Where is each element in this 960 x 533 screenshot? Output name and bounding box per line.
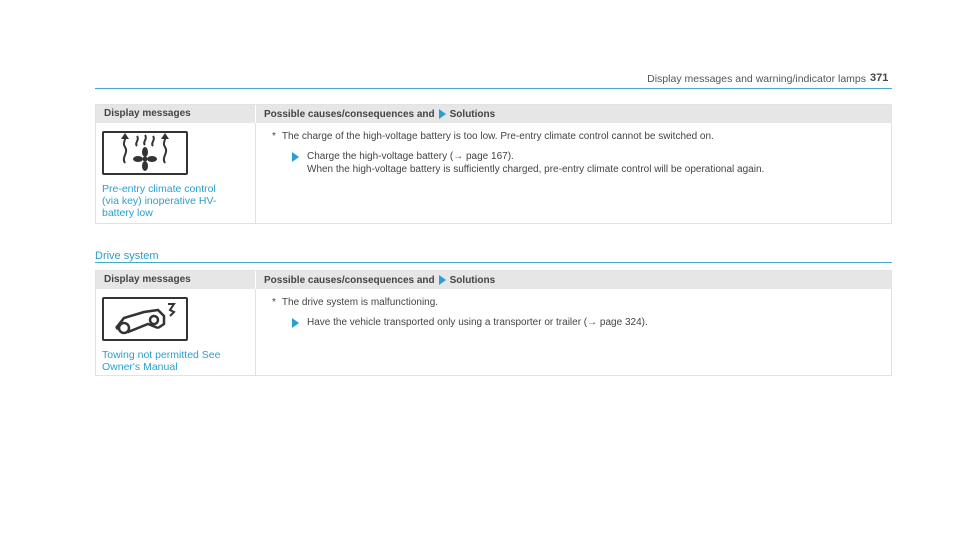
solution-text <box>307 150 764 176</box>
col-header-causes <box>256 271 891 289</box>
solution-line2: When the high-voltage battery is sufficiently charged, pre-entry climate control will be operational again. <box>307 164 765 175</box>
causes-cell <box>256 289 891 375</box>
solution-arrow-icon <box>439 109 446 119</box>
col-header-causes <box>256 105 891 123</box>
message-table-climate <box>95 104 892 224</box>
tow-car-icon <box>102 297 188 341</box>
cause-line <box>272 297 881 308</box>
display-message-text <box>102 349 249 373</box>
message-table-drive <box>95 270 892 376</box>
col-header-solutions-label: Solutions <box>449 274 496 286</box>
col-header-display-messages: Display messages <box>96 105 256 123</box>
solution-step <box>292 150 881 176</box>
message-line: Pre-entry climate control <box>102 183 216 195</box>
col-header-solutions-label: Solutions <box>449 108 496 120</box>
message-line: (via key) inoperative HV- <box>102 195 217 207</box>
solution-line1: Have the vehicle transported only using a transporter or trailer ( <box>307 317 588 328</box>
page-ref-link-324[interactable]: page 324). <box>597 317 648 328</box>
table-header <box>96 271 891 289</box>
page-ref-link-167[interactable]: page 167). <box>463 151 514 162</box>
message-line: battery low <box>102 207 153 219</box>
solution-line1: Charge the high-voltage battery ( <box>307 151 454 162</box>
message-line: Towing not permitted See <box>102 349 221 361</box>
solution-arrow-icon <box>292 318 299 328</box>
table-header <box>96 105 891 123</box>
col-header-causes-label: Possible causes/consequences and <box>264 274 435 286</box>
solution-arrow-icon <box>439 275 446 285</box>
display-message-cell <box>96 123 256 223</box>
cause-bullet: * <box>272 131 276 142</box>
section-title: Drive system <box>95 250 159 262</box>
cause-line <box>272 131 881 142</box>
display-message-text <box>102 183 249 219</box>
page-ref-arrow-icon: → <box>587 317 598 328</box>
table-row <box>96 289 891 375</box>
solution-arrow-icon <box>292 152 299 162</box>
causes-cell <box>256 123 891 223</box>
col-header-causes-label: Possible causes/consequences and <box>264 108 435 120</box>
display-message-cell <box>96 289 256 375</box>
header-rule <box>95 88 892 89</box>
cause-bullet: * <box>272 297 276 308</box>
solution-step <box>292 316 881 329</box>
page-ref-arrow-icon: → <box>453 151 464 162</box>
climate-fan-heat-icon <box>102 131 188 175</box>
cause-text: The drive system is malfunctioning. <box>281 297 439 308</box>
table-row <box>96 123 891 223</box>
page-number: 371 <box>870 72 889 84</box>
section-rule <box>95 262 892 263</box>
col-header-display-messages: Display messages <box>96 271 256 289</box>
solution-text <box>307 316 648 329</box>
message-line: Owner's Manual <box>102 361 178 373</box>
cause-text: The charge of the high-voltage battery is too low. Pre-entry climate control cannot be switched on. <box>281 131 714 142</box>
header-title: Display messages and warning/indicator lamps <box>647 73 866 85</box>
